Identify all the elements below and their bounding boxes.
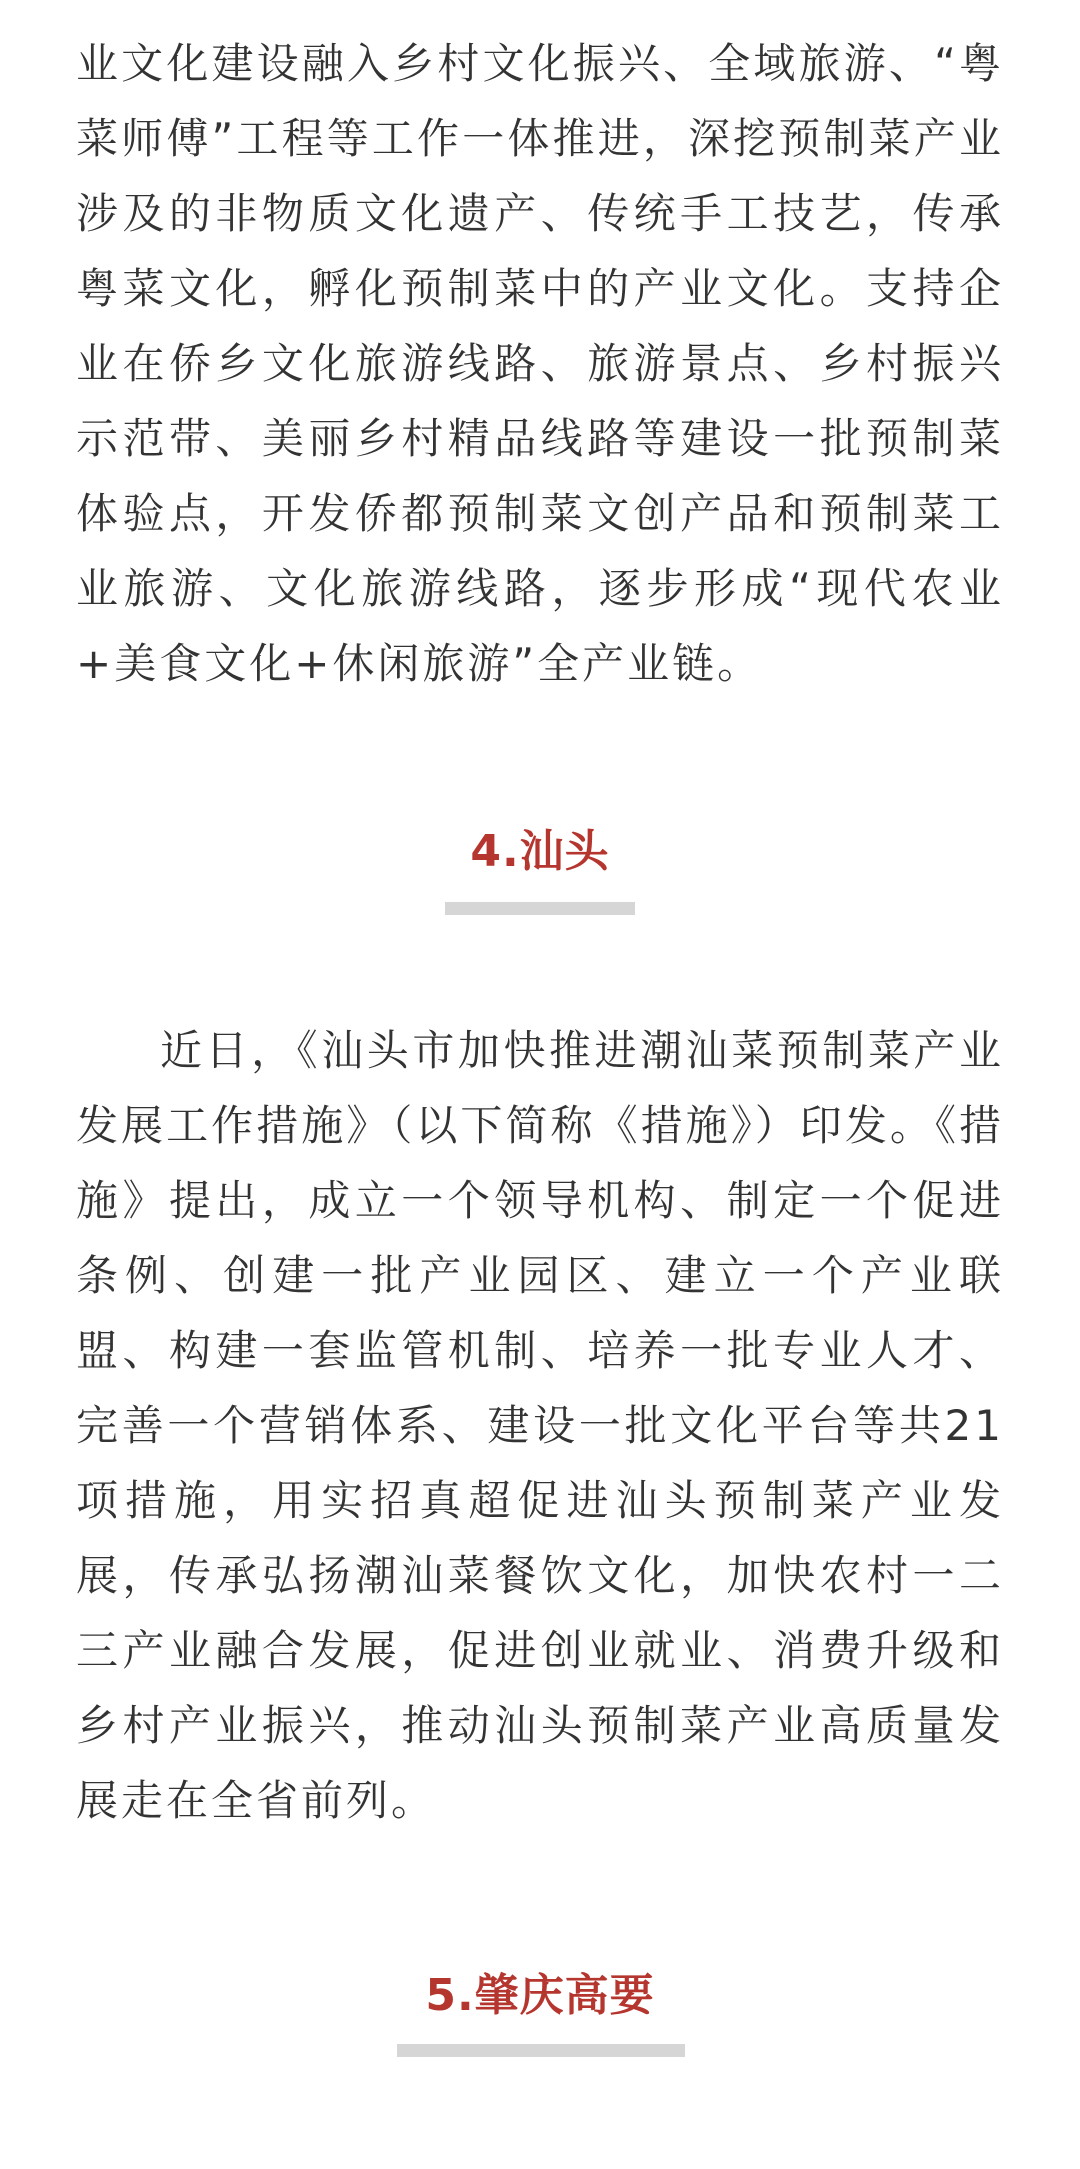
heading-underline-zhaoqing-gaoyao — [397, 2044, 685, 2057]
section-heading-shantou: 4.汕头 — [470, 826, 610, 877]
section-heading-zhaoqing-gaoyao: 5.肇庆高要 — [425, 1970, 655, 2021]
paragraph-shantou-measures: 近日，《汕头市加快推进潮汕菜预制菜产业发展工作措施》（以下简称《措施》）印发。《措施》提出，成立一个领导机构、制定一个促进条例、创建一批产业园区、建立一个产业联盟、构建一套监管机制、培养一批专业人才、完善一个营销体系、建设一批文化平台等共21项措施，用实招真超促进汕头预制菜产业发展，传承弘扬潮汕菜餐饮文化，加快农村一二三产业融合发展，促进创业就业、消费升级和乡村产业振兴，推动汕头预制菜产业高质量发展走在全省前列。 — [76, 1026, 1004, 1825]
heading-underline-shantou — [445, 902, 635, 915]
paragraph-culture-tourism: 业文化建设融入乡村文化振兴、全域旅游、“粤菜师傅”工程等工作一体推进，深挖预制菜产业涉及的非物质文化遗产、传统手工技艺，传承粤菜文化，孵化预制菜中的产业文化。支持企业在侨乡文化旅游线路、旅游景点、乡村振兴示范带、美丽乡村精品线路等建设一批预制菜体验点，开发侨都预制菜文创产品和预制菜工业旅游、文化旅游线路，逐步形成“现代农业+美食文化+休闲旅游”全产业链。 — [76, 39, 1004, 688]
